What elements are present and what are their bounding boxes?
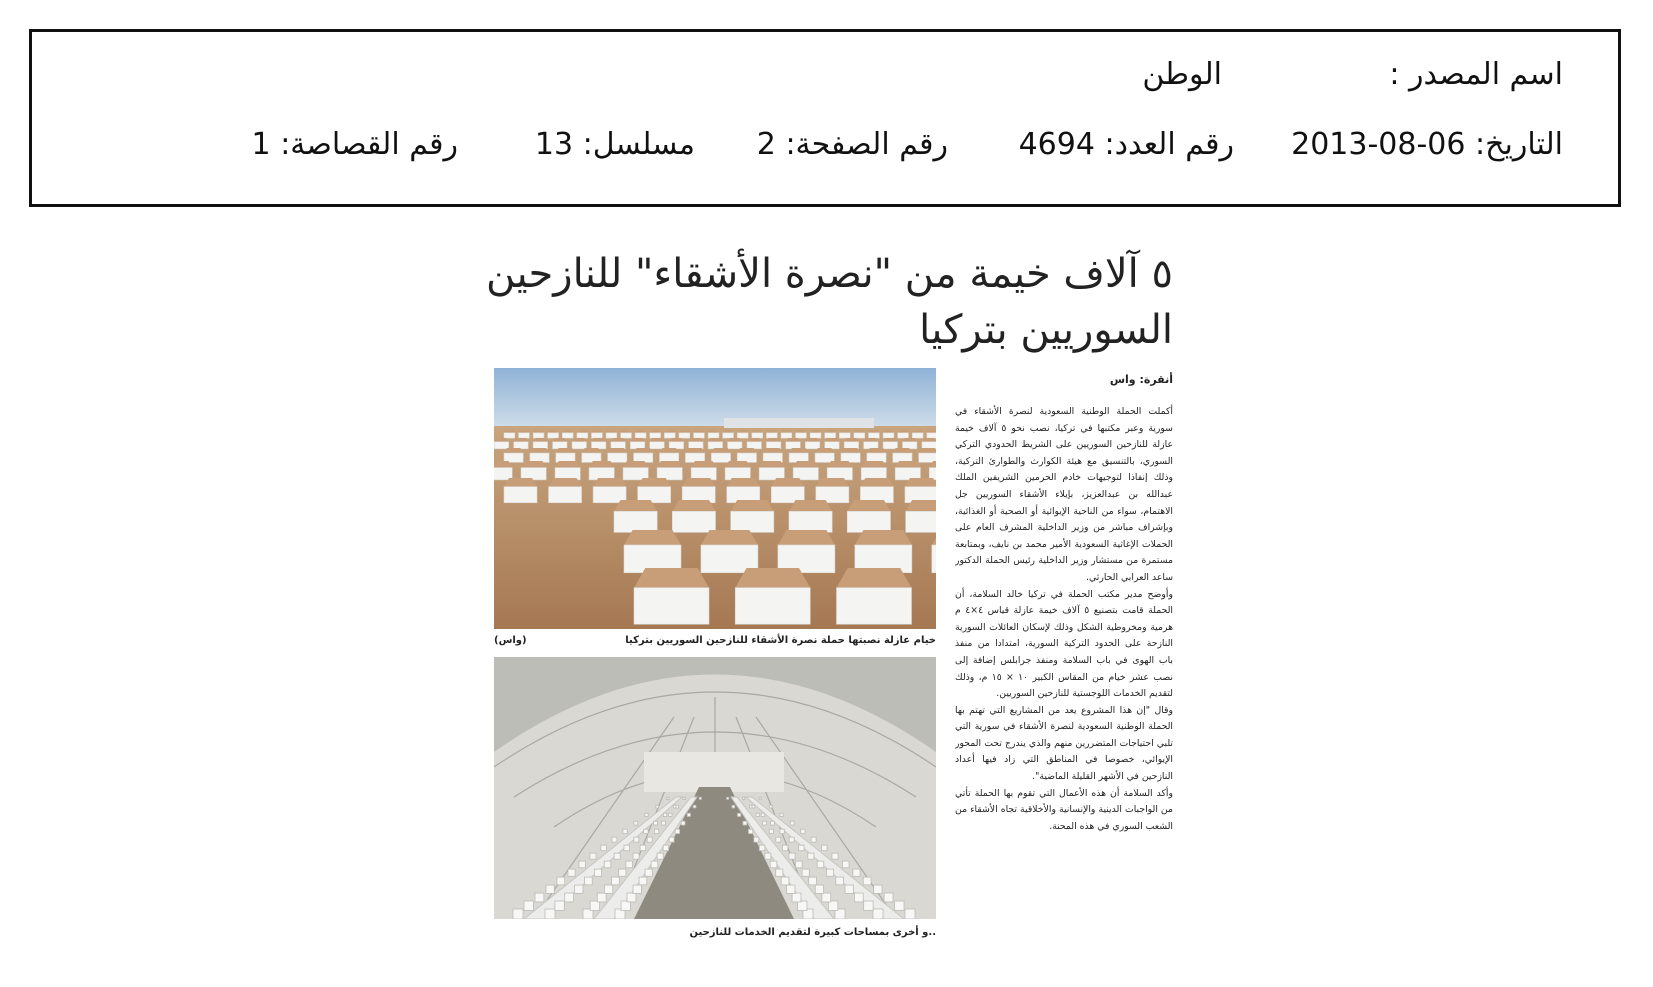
page-value: 2 <box>756 127 776 162</box>
article-paragraph-4: وأكد السلامة أن هذه الأعمال التي تقوم بها الحملة تأتي من الواجبات الدينية والإنسانية والأخلاقية تجاه الأشقاء من الشعب السوري في هذه المحنة. <box>955 787 1173 832</box>
page-field <box>757 120 948 170</box>
issue-label: رقم العدد: <box>1104 127 1234 162</box>
photo1-credit: (واس) <box>494 635 527 646</box>
source-label: اسم المصدر : <box>1389 57 1563 92</box>
headline-line-1: ٥ آلاف خيمة من "نصرة الأشقاء" للنازحين <box>486 251 1173 297</box>
serial-label: مسلسل: <box>582 127 695 162</box>
tent-camp-image <box>494 368 936 629</box>
photo2-caption-bar <box>494 926 936 940</box>
source-value: الوطن <box>1142 57 1222 92</box>
tent-interior-photo <box>494 657 936 919</box>
article-paragraph-3: وقال "إن هذا المشروع يعد من المشاريع التي تهتم بها الحملة الوطنية السعودية لنصرة الأشقاء في سورية التي تلبي احتياجات المتضررين منهم والذي يندرج تحت المحور الإيوائي، خصوصا في المناطق التي زاد فيها أعداد النازحين في الأشهر القليلة الماضية". <box>955 704 1173 783</box>
date-value: 2013-08-06 <box>1291 127 1466 162</box>
photo2-caption: ..و أخرى بمساحات كبيرة لتقديم الخدمات للنازحين <box>689 927 936 938</box>
tent-interior-image <box>494 657 936 919</box>
photo1-caption: خيام عازلة نصبتها حملة نصرة الأشقاء للنازحين السوريين بتركيا <box>625 635 936 646</box>
article-paragraph-2: وأوضح مدير مكتب الحملة في تركيا خالد السلامة، أن الحملة قامت بتصنيع ٥ آلاف خيمة عازلة قياس ٤×٤ م هرمية ومخروطية الشكل وذلك لإسكان العائلات السورية النازحة على الحدود التركية السورية، امتدادا من منفذ باب الهوى في باب السلامة ومنفذ جرابلس إضافة إلى نصب عشر خيام من المقاس الكبير ١٠ × ١٥ م، وذلك لتقديم الخدمات اللوجستية للنازحين السوريين. <box>955 588 1173 700</box>
source-row <box>32 50 1618 100</box>
issue-value: 4694 <box>1018 127 1095 162</box>
clip-field <box>252 120 458 170</box>
date-label: التاريخ: <box>1475 127 1563 162</box>
article-headline <box>473 246 1173 358</box>
article-paragraph-1: أكملت الحملة الوطنية السعودية لنصرة الأشقاء في سورية وعبر مكتبها في تركيا، نصب نحو ٥ آلاف خيمة عازلة للنازحين السوريين على الشريط الحدودي التركي السوري، بالتنسيق مع هيئة الكوارث والطوارئ التركية، وذلك إنفاذا لتوجيهات خادم الحرمين الشريفين الملك عبدالله بن عبدالعزيز، بإيلاء الأشقاء السوريين جل الاهتمام، سواء من الناحية الإيوائية أو الصحية أو الغذائية، وبإشراف مباشر من وزير الداخلية المشرف العام على الحملات الإغاثية السعودية الأمير محمد بن نايف، وبمتابعة مستمرة من مستشار وزير الداخلية رئيس الحملة الدكتور ساعد العرابي الحارثي. <box>955 406 1173 583</box>
date-field <box>1291 120 1563 170</box>
serial-value: 13 <box>534 127 574 162</box>
headline-line-2: السوريين بتركيا <box>919 307 1173 353</box>
article-body <box>955 404 1173 952</box>
clip-value: 1 <box>251 127 271 162</box>
tent-camp-photo <box>494 368 936 629</box>
photo1-caption-bar <box>494 634 936 648</box>
page-label: رقم الصفحة: <box>785 127 948 162</box>
source-info-box <box>29 29 1621 207</box>
meta-row <box>32 120 1618 170</box>
issue-field <box>1019 120 1234 170</box>
serial-field <box>535 120 695 170</box>
clip-label: رقم القصاصة: <box>280 127 458 162</box>
article-byline: أنقرة: واس <box>1109 373 1173 386</box>
